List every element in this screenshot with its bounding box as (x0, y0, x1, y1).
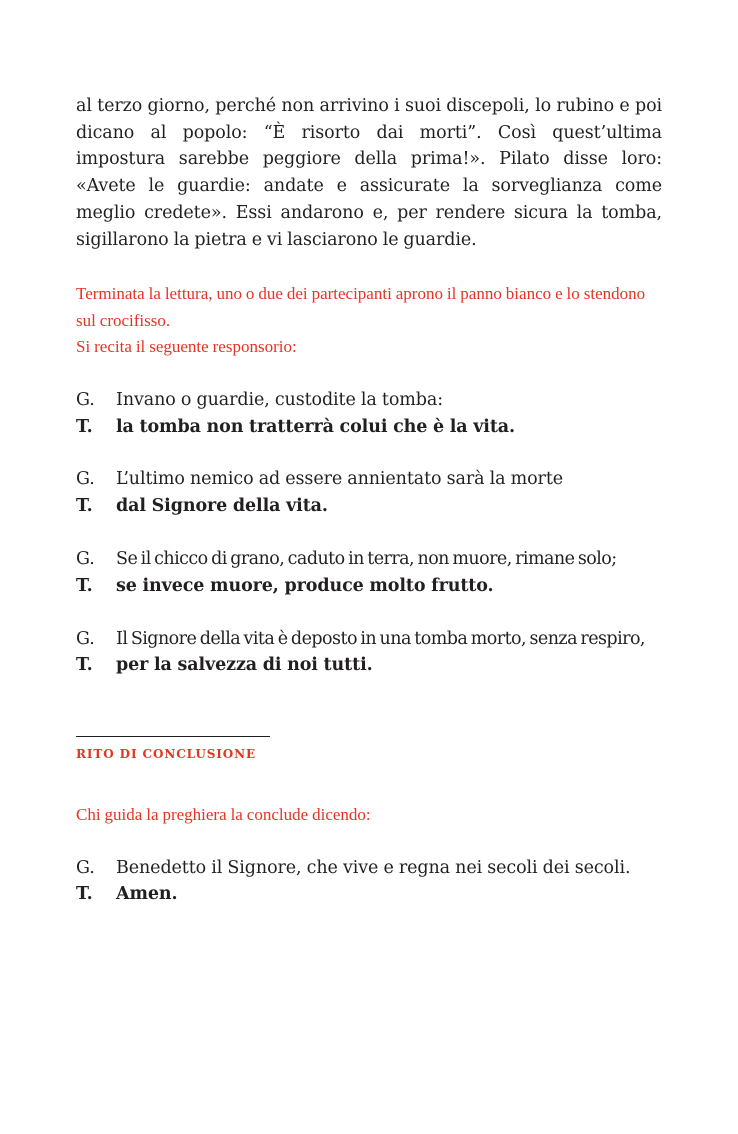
leader-text: Invano o guardie, custodite la tomba: (116, 389, 443, 410)
response-label: T. (76, 884, 93, 905)
response-label: T. (76, 496, 93, 517)
leader-text: Se il chicco di grano, caduto in terra, non muore, rimane solo; (116, 548, 617, 569)
page-body (76, 93, 662, 705)
leader-line (76, 546, 662, 573)
section-divider (76, 736, 270, 737)
response-text: per la salvezza di noi tutti. (116, 655, 373, 676)
leader-text: L’ultimo nemico ad essere annientato sarà la morte (116, 469, 564, 490)
conclusion-section (76, 736, 662, 908)
rubric-line: Si recita il seguente responsorio: (76, 337, 297, 357)
leader-label: G. (76, 857, 95, 878)
leader-line (76, 387, 662, 414)
leader-line (76, 855, 662, 882)
responsory-pair (76, 466, 662, 520)
responsory-pair (76, 546, 662, 600)
response-label: T. (76, 655, 93, 676)
leader-label: G. (76, 469, 95, 490)
rubric-line: Terminata la lettura, uno o due dei partecipanti aprono il panno bianco e lo stendono sul crocifisso. (76, 284, 646, 330)
leader-line (76, 626, 662, 653)
conclusion-responsory (76, 855, 662, 909)
response-text: se invece muore, produce molto frutto. (116, 575, 494, 596)
leader-label: G. (76, 389, 95, 410)
response-line (76, 493, 662, 520)
leader-line (76, 466, 662, 493)
response-line (76, 881, 662, 908)
response-label: T. (76, 416, 93, 437)
response-line (76, 573, 662, 600)
section-title: RITO DI CONCLUSIONE (76, 747, 257, 761)
leader-label: G. (76, 628, 95, 649)
responsory-pair (76, 387, 662, 441)
responsory-pair (76, 626, 662, 680)
response-line (76, 652, 662, 679)
response-line (76, 414, 662, 441)
rubric-instructions (76, 281, 662, 361)
leader-text: Il Signore della vita è deposto in una tomba morto, senza respiro, (116, 628, 645, 649)
reading-text: al terzo giorno, perché non arrivino i suoi discepoli, lo rubino e poi dicano al popolo: “È risorto dai morti”. Così quest’ultima impostura sarebbe peggiore della prima!». Pilato disse loro: «Avete le guardie: andate e assicurate la sorveglianza come meglio credete». Essi andarono e, per rendere sicura la tomba, sigillarono la pietra e vi lasciarono le guardie. (76, 96, 662, 250)
leader-text: Benedetto il Signore, che vive e regna nei secoli dei secoli. (116, 857, 631, 878)
response-text: dal Signore della vita. (116, 496, 328, 517)
conclusion-rubric: Chi guida la preghiera la conclude dicendo: (76, 805, 371, 824)
leader-label: G. (76, 548, 95, 569)
response-text: Amen. (116, 884, 178, 905)
responsory (76, 387, 662, 679)
response-label: T. (76, 575, 93, 596)
response-text: la tomba non tratterrà colui che è la vita. (116, 416, 516, 437)
